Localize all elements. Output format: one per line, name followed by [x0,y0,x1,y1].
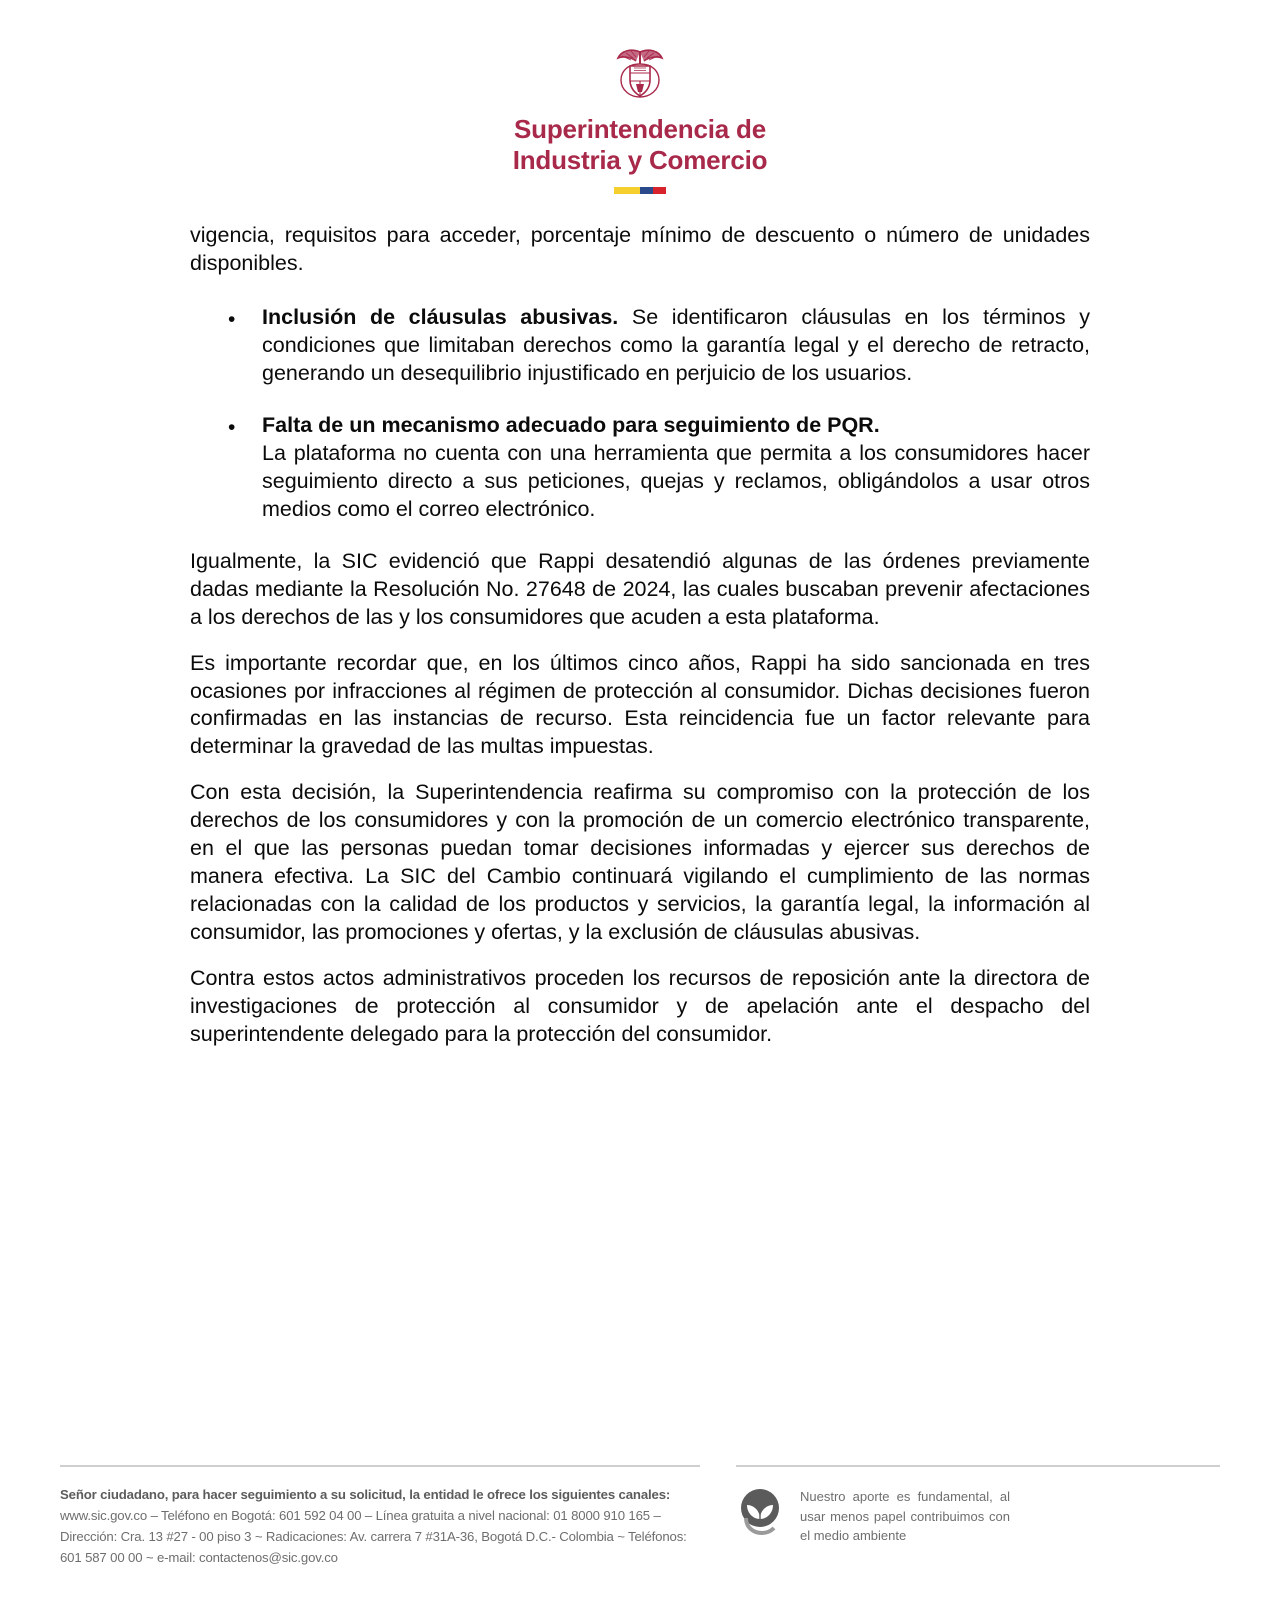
footer-channels: www.sic.gov.co – Teléfono en Bogotá: 601 592 04 00 – Línea gratuita a nivel nacional: 01 8000 910 165 – Dirección: Cra. 13 #27 - 00 piso 3 ~ Radicaciones: Av. carrera 7 #31A-36, Bogotá D.C.- Colombia ~ Teléfonos: 601 587 00 00 ~ e-mail: contactenos@sic.gov.co [60,1507,687,1565]
page-footer [0,1465,1280,1600]
brand-line-1: Superintendencia de [514,114,766,144]
bullet-content [262,412,1090,524]
footer-contact-block [60,1465,700,1568]
footer-contact-text [60,1485,700,1568]
colombia-flag-bar-icon [614,187,666,194]
bullet-marker-icon: • [228,416,236,440]
paragraph-compromiso: Con esta decisión, la Superintendencia reafirma su compromiso con la protección de los derechos de los consumidores y con la promoción de un comercio electrónico transparente, en el que las personas puedan tomar decisiones informadas y ejercer sus derechos de manera efectiva. La SIC del Cambio continuará vigilando el cumplimiento de las normas relacionadas con la calidad de los productos y servicios, la garantía legal, la información al consumidor, las promociones y ofertas, y la exclusión de cláusulas abusivas. [190,780,1090,945]
flag-segment-blue [640,187,653,194]
list-item [190,412,1090,524]
continued-paragraph: vigencia, requisitos para acceder, porcentaje mínimo de descuento o número de unidades disponibles. [190,223,1090,276]
paragraph-recursos: Contra estos actos administrativos proceden los recursos de reposición ante la directora de investigaciones de protección al consumidor y de apelación ante el despacho del superintendente delegado para la protección del consumidor. [190,965,1090,1046]
paragraph-igualmente: Igualmente, la SIC evidenció que Rappi desatendió algunas de las órdenes previamente dadas mediante la Resolución No. 27648 de 2024, las cuales buscaban prevenir afectaciones a los derechos de las y los consumidores que acuden a esta plataforma. [190,548,1090,629]
bullet-content [262,304,1090,388]
bullet-sub-text: La plataforma no cuenta con una herramienta que permita a los consumidores hacer seguimiento directo a sus peticiones, quejas y reclamos, obligándolos a usar otros medios como el correo electrónico. [262,440,1090,521]
flag-segment-yellow [614,187,640,194]
eco-leaf-icon [736,1485,788,1537]
bullet-body-text: Se identificaron cláusulas en los términos y condiciones que limitaban derechos como la garantía legal y el derecho de retracto, generando un desequilibrio injustificado en perjuicio de los usuarios. [262,305,1090,386]
footer-eco-block [736,1465,1220,1546]
brand-line-2: Industria y Comercio [512,144,768,175]
bullet-lead-text: Inclusión de cláusulas abusivas. [262,305,619,330]
letterhead [0,0,1280,194]
list-item [190,304,1090,388]
paragraph-reincidencia: Es importante recordar que, en los últimos cinco años, Rappi ha sido sancionada en tres ocasiones por infracciones al régimen de protección al consumidor. Dichas decisiones fueron confirmadas en las instancias de recurso. Esta reincidencia fue un factor relevante para determinar la gravedad de las multas impuestas. [190,650,1090,759]
colombia-coat-of-arms-icon [609,42,671,104]
bullet-marker-icon: • [228,308,236,332]
footer-intro-bold: Señor ciudadano, para hacer seguimiento a su solicitud, la entidad le ofrece los siguientes canales: [60,1487,671,1502]
bullet-lead-text: Falta de un mecanismo adecuado para seguimiento de PQR. [262,413,880,438]
flag-segment-red [653,187,666,194]
eco-slogan-text: Nuestro aporte es fundamental, al usar menos papel contribuimos con el medio ambiente [800,1489,1010,1543]
brand-name [513,114,768,175]
document-body [190,194,1090,1048]
